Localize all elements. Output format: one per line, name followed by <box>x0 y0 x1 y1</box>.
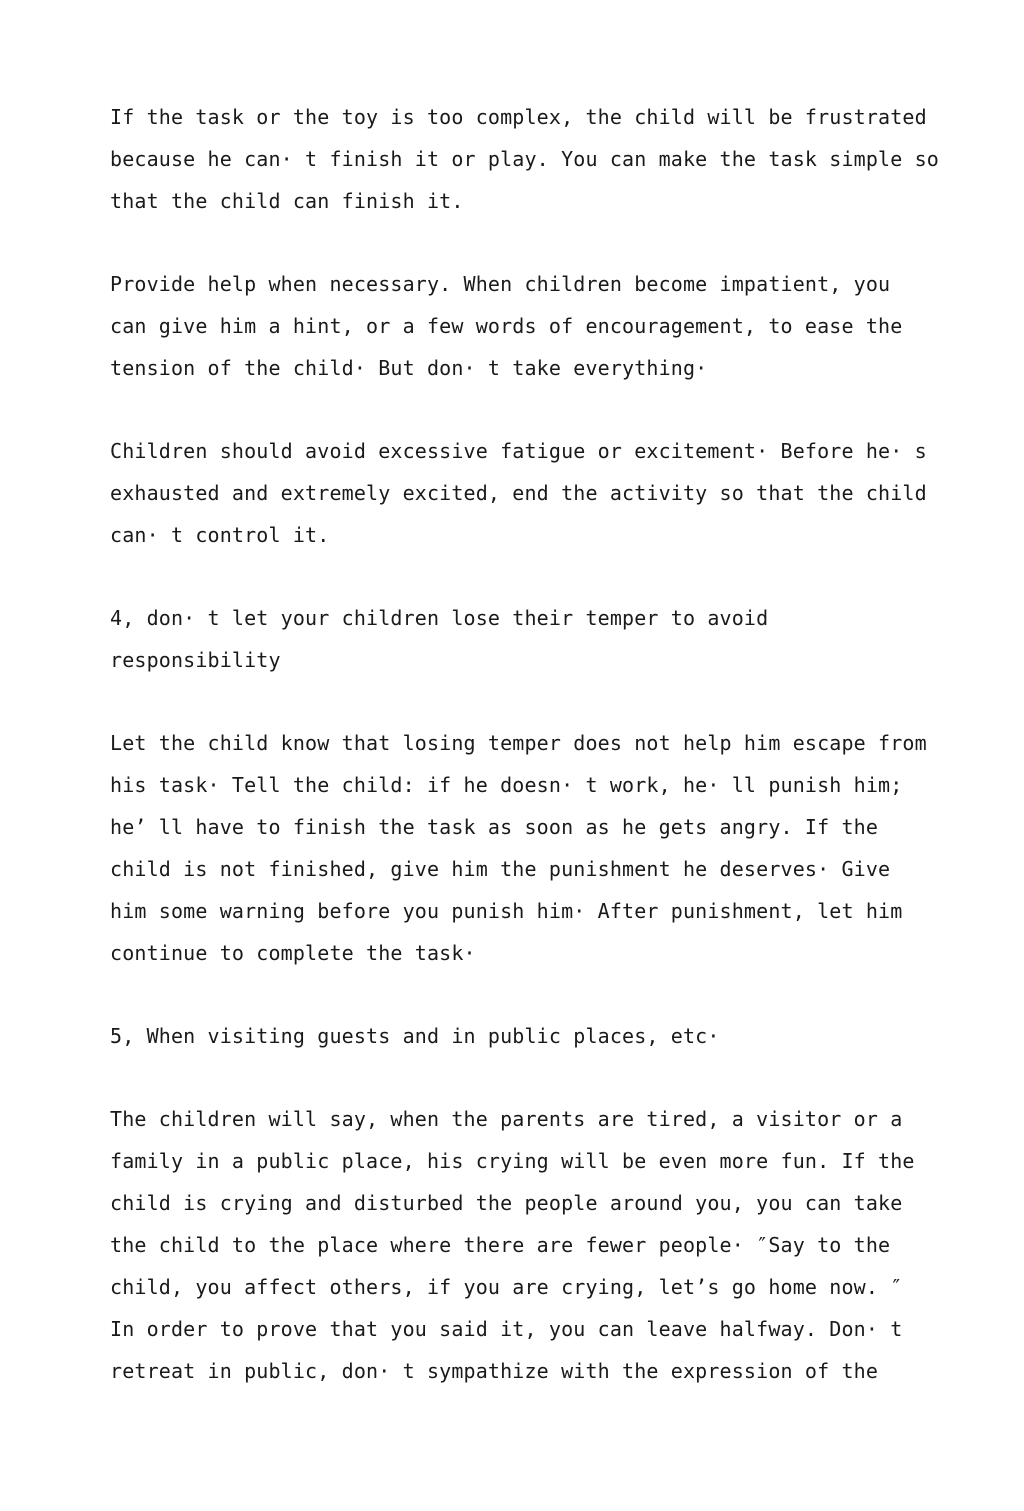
text-line: his task· Tell the child: if he doesn· t work, he· ll punish him; <box>110 773 903 797</box>
text-line: responsibility <box>110 648 281 672</box>
paragraph-avoid-fatigue <box>110 430 930 556</box>
text-line: child, you affect others, if you are crying, let’s go home now. ″ <box>110 1275 903 1299</box>
text-line: he’ ll have to finish the task as soon as he gets angry. If the <box>110 815 879 839</box>
text-line: can give him a hint, or a few words of encouragement, to ease the <box>110 314 903 338</box>
text-line: tension of the child· But don· t take everything· <box>110 356 708 380</box>
document-page <box>110 96 939 1433</box>
paragraph-task-complexity <box>110 96 939 222</box>
heading-point-5 <box>110 1015 930 1057</box>
text-line: 5, When visiting guests and in public places, etc· <box>110 1024 720 1048</box>
text-line: because he can· t finish it or play. You can make the task simple so <box>110 147 939 171</box>
text-line: can· t control it. <box>110 523 330 547</box>
text-line: Let the child know that losing temper does not help him escape from <box>110 731 927 755</box>
text-line: In order to prove that you said it, you can leave halfway. Don· t <box>110 1317 903 1341</box>
text-line: 4, don· t let your children lose their temper to avoid <box>110 606 769 630</box>
text-line: Children should avoid excessive fatigue or excitement· Before he· s <box>110 439 927 463</box>
paragraph-public-places <box>110 1098 930 1392</box>
text-line: The children will say, when the parents are tired, a visitor or a <box>110 1107 903 1131</box>
text-line: the child to the place where there are fewer people· ″Say to the <box>110 1233 891 1257</box>
text-line: retreat in public, don· t sympathize with the expression of the <box>110 1359 879 1383</box>
text-line: that the child can finish it. <box>110 189 464 213</box>
paragraph-provide-help <box>110 263 930 389</box>
text-line: him some warning before you punish him· After punishment, let him <box>110 899 903 923</box>
paragraph-losing-temper <box>110 722 930 974</box>
text-line: continue to complete the task· <box>110 941 476 965</box>
text-line: family in a public place, his crying will be even more fun. If the <box>110 1149 915 1173</box>
text-line: If the task or the toy is too complex, the child will be frustrated <box>110 105 927 129</box>
heading-point-4 <box>110 597 930 681</box>
text-line: child is crying and disturbed the people around you, you can take <box>110 1191 903 1215</box>
text-line: Provide help when necessary. When children become impatient, you <box>110 272 891 296</box>
text-line: child is not finished, give him the punishment he deserves· Give <box>110 857 891 881</box>
text-line: exhausted and extremely excited, end the activity so that the child <box>110 481 927 505</box>
